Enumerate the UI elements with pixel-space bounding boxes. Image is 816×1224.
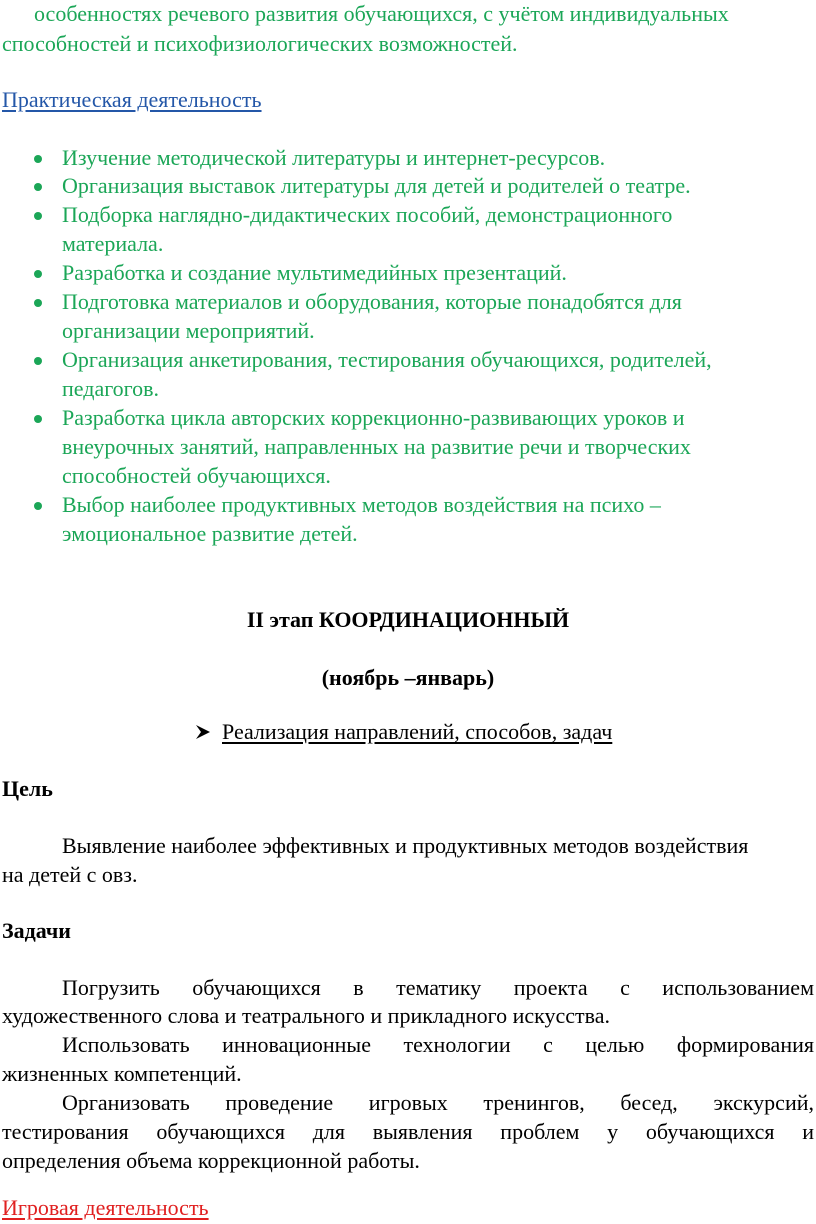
bullet-dot-icon <box>34 502 42 510</box>
tasks-paragraph-3-line-3: определения объема коррекционной работы. <box>2 1148 420 1173</box>
tasks-paragraph-2-line-2: жизненных компетенций. <box>2 1061 242 1086</box>
goal-heading: Цель <box>2 776 53 801</box>
list-item-continuation: способностей обучающихся. <box>62 463 331 488</box>
tasks-heading: Задачи <box>2 918 71 943</box>
goal-line-2: на детей с овз. <box>2 862 138 887</box>
practical-heading: Практическая деятельность <box>2 87 262 112</box>
list-item-continuation: материала. <box>62 231 164 256</box>
bullet-dot-icon <box>34 357 42 365</box>
bullet-dot-icon <box>34 299 42 307</box>
intro-line-1: особенностях речевого развития обучающихся, с учётом индивидуальных <box>34 1 729 26</box>
bullet-dot-icon <box>34 415 42 423</box>
stage-period: (ноябрь –январь) <box>321 665 495 690</box>
list-item: Разработка цикла авторских коррекционно-развивающих уроков и <box>62 405 685 430</box>
arrowhead-bullet-icon <box>193 722 213 742</box>
list-item: Выбор наиболее продуктивных методов воздействия на психо – <box>62 492 661 517</box>
list-item: Разработка и создание мультимедийных презентаций. <box>62 260 567 285</box>
list-item: Организация выставок литературы для детей и родителей о театре. <box>62 173 691 198</box>
stage-title: II этап КООРДИНАЦИОННЫЙ <box>246 607 570 632</box>
bullet-dot-icon <box>34 183 42 191</box>
bullet-dot-icon <box>34 212 42 220</box>
tasks-paragraph-2-line-1: Использовать инновационные технологии с целью формирования <box>62 1032 814 1057</box>
intro-line-2: способностей и психофизиологических возможностей. <box>2 31 518 56</box>
list-item-continuation: педагогов. <box>62 376 160 401</box>
list-item: Организация анкетирования, тестирования обучающихся, родителей, <box>62 347 712 372</box>
list-item: Подборка наглядно-дидактических пособий, демонстрационного <box>62 202 673 227</box>
list-item: Изучение методической литературы и интернет-ресурсов. <box>62 145 606 170</box>
tasks-paragraph-1-line-1: Погрузить обучающихся в тематику проекта с использованием <box>62 975 814 1000</box>
list-item-continuation: организации мероприятий. <box>62 318 315 343</box>
tasks-paragraph-1-line-2: художественного слова и театрального и прикладного искусства. <box>2 1003 611 1028</box>
tasks-paragraph-3-line-2: тестирования обучающихся для выявления проблем у обучающихся и <box>2 1119 814 1144</box>
stage-direction: Реализация направлений, способов, задач <box>222 719 613 744</box>
bullet-dot-icon <box>34 270 42 278</box>
list-item: Подготовка материалов и оборудования, которые понадобятся для <box>62 289 682 314</box>
goal-line-1: Выявление наиболее эффективных и продуктивных методов воздействия <box>62 833 749 858</box>
list-item-continuation: внеурочных занятий, направленных на развитие речи и творческих <box>62 434 691 459</box>
bullet-dot-icon <box>34 155 42 163</box>
list-item-continuation: эмоциональное развитие детей. <box>62 521 358 546</box>
game-activity-heading: Игровая деятельность <box>2 1195 209 1220</box>
tasks-paragraph-3-line-1: Организовать проведение игровых тренингов, бесед, экскурсий, <box>62 1090 814 1115</box>
